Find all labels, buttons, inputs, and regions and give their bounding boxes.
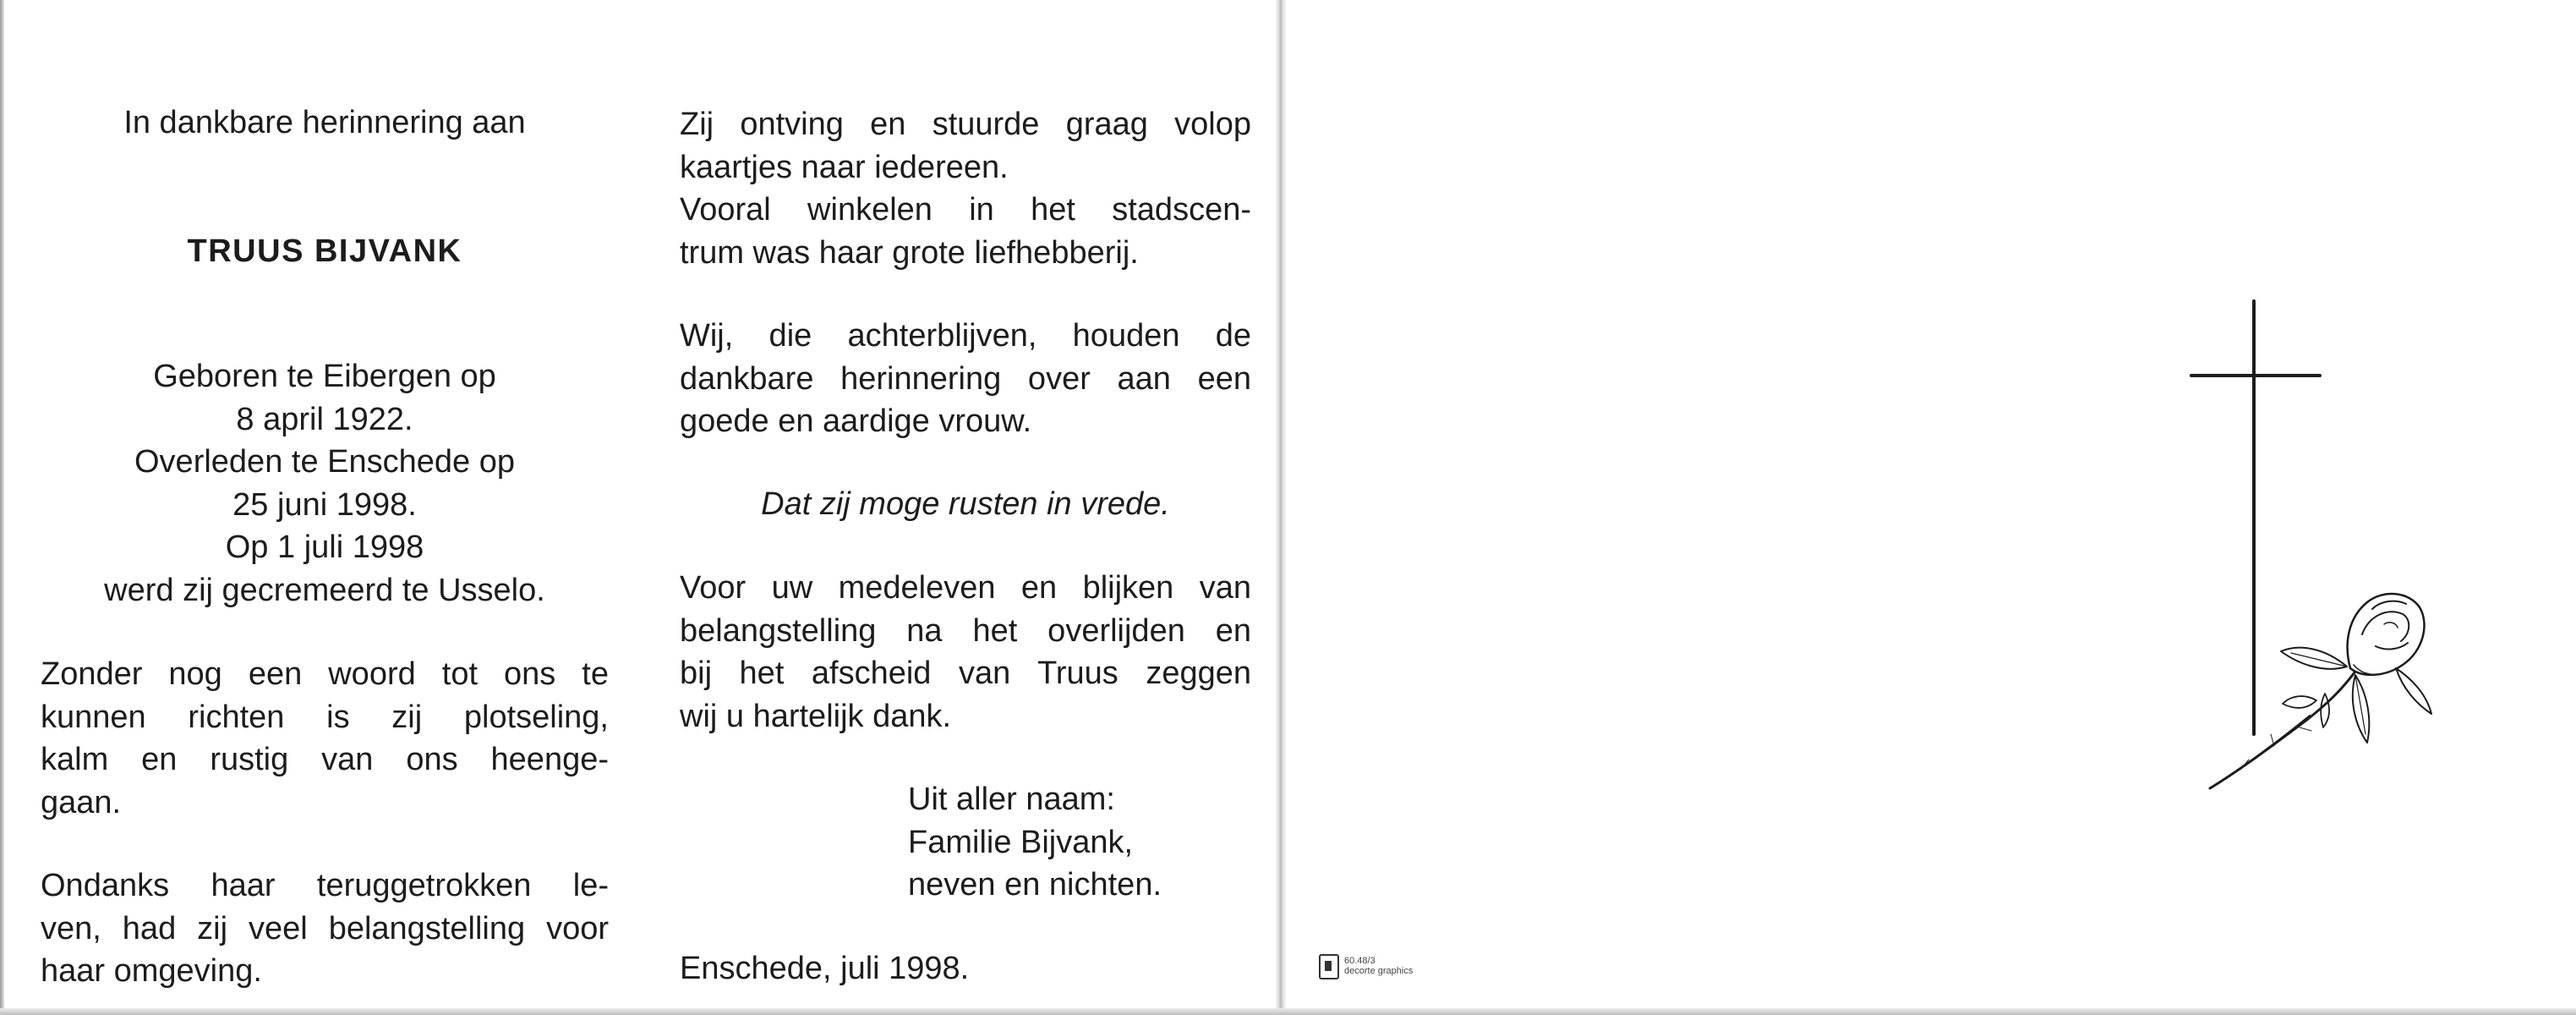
text-line: kalm en rustig van ons heenge- [41, 742, 609, 777]
name-line: TRUUS BIJVANK [187, 233, 462, 269]
signature-line: Uit aller naam: [908, 782, 1115, 817]
deceased-name [41, 230, 609, 273]
text-line: bij het afscheid van Truus zeggen [680, 656, 1251, 691]
text-line: kunnen richten is zij plotseling, [41, 699, 609, 735]
card-fold [1275, 0, 1287, 1015]
text-line: ven, had zij veel belangstelling voor [41, 910, 609, 946]
card-left-edge [0, 0, 4, 1015]
signature-line: neven en nichten. [908, 867, 1162, 903]
signature-line: Familie Bijvank, [908, 824, 1134, 860]
intro-text [41, 102, 609, 145]
printer-code: 60.48/3 [1344, 956, 1376, 966]
text-line: Voor uw medeleven en blijken van [680, 570, 1251, 606]
printer-mark [1319, 951, 1463, 985]
middle-paragraph-2 [680, 315, 1251, 443]
cross-with-rose-icon [2181, 296, 2435, 804]
intro-line: In dankbare herinnering aan [123, 105, 526, 140]
birth-date-line: 8 april 1922. [236, 401, 413, 437]
text-line: wij u hartelijk dank. [680, 698, 952, 734]
text-line: gaan. [41, 784, 122, 820]
text-line: Wij, die achterblijven, houden de [680, 318, 1251, 354]
birth-place-line: Geboren te Eibergen op [153, 359, 496, 394]
place-date-text: Enschede, juli 1998. [680, 951, 970, 986]
printer-text [1344, 956, 1413, 976]
text-line: trum was haar grote liefhebberij. [680, 234, 1139, 271]
cremation-date-line: Op 1 juli 1998 [225, 529, 424, 565]
prayer-line [680, 483, 1251, 526]
middle-paragraph-3 [680, 567, 1251, 738]
text-line: kaartjes naar iedereen. [680, 149, 1009, 185]
text-line: Zonder nog een woord tot ons te [41, 656, 609, 692]
text-line: belangstelling na het overlijden en [680, 612, 1251, 649]
death-place-line: Overleden te Enschede op [134, 444, 515, 480]
left-paragraph-2 [41, 864, 609, 993]
card-bottom-edge [0, 1008, 2576, 1015]
text-line: Ondanks haar teruggetrokken le- [41, 868, 609, 903]
cremation-place-line: werd zij gecremeerd te Usselo. [104, 572, 545, 608]
place-date [680, 947, 1251, 990]
text-line: Zij ontving en stuurde graag volop [680, 107, 1251, 142]
text-line: haar omgeving. [41, 953, 262, 989]
left-paragraph-1 [41, 653, 609, 824]
text-line: dankbare herinnering over aan een [680, 360, 1251, 397]
death-date-line: 25 juni 1998. [232, 486, 417, 523]
printer-name: decorte graphics [1344, 966, 1414, 976]
signature-block [908, 778, 1162, 907]
text-line: Vooral winkelen in het stadscen- [680, 192, 1251, 228]
dates-block [41, 355, 609, 612]
middle-paragraph-1 [680, 103, 1251, 274]
text-line: goede en aardige vrouw. [680, 403, 1032, 439]
prayer-text: Dat zij moge rusten in vrede. [761, 486, 1170, 522]
printer-logo-icon [1319, 954, 1339, 979]
